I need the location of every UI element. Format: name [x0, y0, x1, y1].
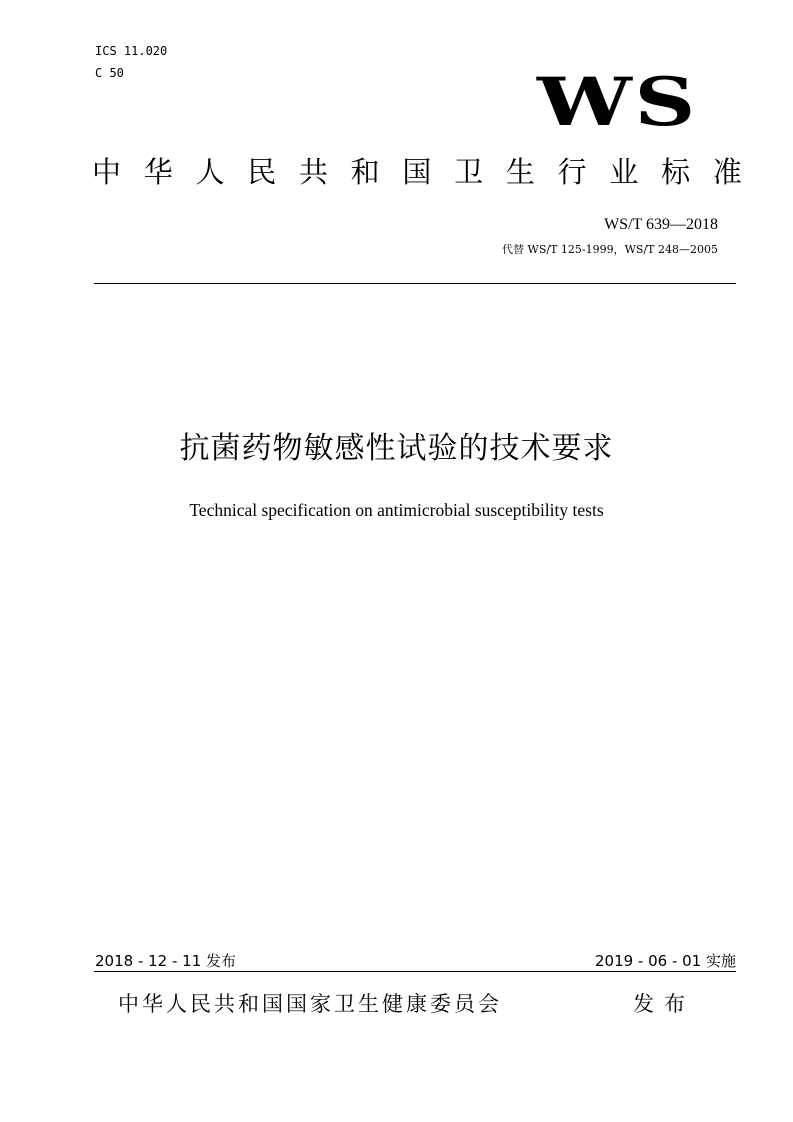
standard-type-char: 行	[557, 155, 587, 189]
standard-type-heading	[92, 152, 742, 192]
standard-type-char: 标	[661, 155, 691, 189]
ics-code: ICS 11.020	[95, 44, 168, 58]
standard-type-char: 中	[92, 155, 122, 189]
standard-type-char: 民	[247, 155, 277, 189]
ccs-code: C 50	[95, 66, 124, 80]
footer-divider	[94, 971, 736, 972]
publish-date: 2018 - 12 - 11 发布	[95, 952, 237, 970]
header-divider	[94, 283, 736, 284]
standard-type-char: 业	[609, 155, 639, 189]
standard-type-char: 生	[505, 155, 535, 189]
standard-type-char: 卫	[454, 155, 484, 189]
issuer-action: 发布	[633, 992, 695, 1016]
ws-logo: WS	[536, 63, 698, 141]
implement-date: 2019 - 06 - 01 实施	[594, 952, 736, 970]
standard-type-char: 国	[402, 155, 432, 189]
classification-codes	[95, 40, 167, 84]
standard-type-char: 共	[298, 155, 328, 189]
issuing-authority: 中华人民共和国国家卫生健康委员会	[118, 992, 502, 1016]
document-title-english: Technical specification on antimicrobial susceptibility tests	[189, 500, 604, 520]
standard-type-char: 准	[712, 155, 742, 189]
standard-type-char: 华	[143, 155, 173, 189]
replaces-note: 代替 WS/T 125-1999，WS/T 248—2005	[502, 243, 718, 256]
standard-number: WS/T 639—2018	[604, 216, 718, 233]
document-title-chinese: 抗菌药物敏感性试验的技术要求	[179, 431, 614, 466]
standard-type-char: 和	[350, 155, 380, 189]
standard-type-char: 人	[195, 155, 225, 189]
